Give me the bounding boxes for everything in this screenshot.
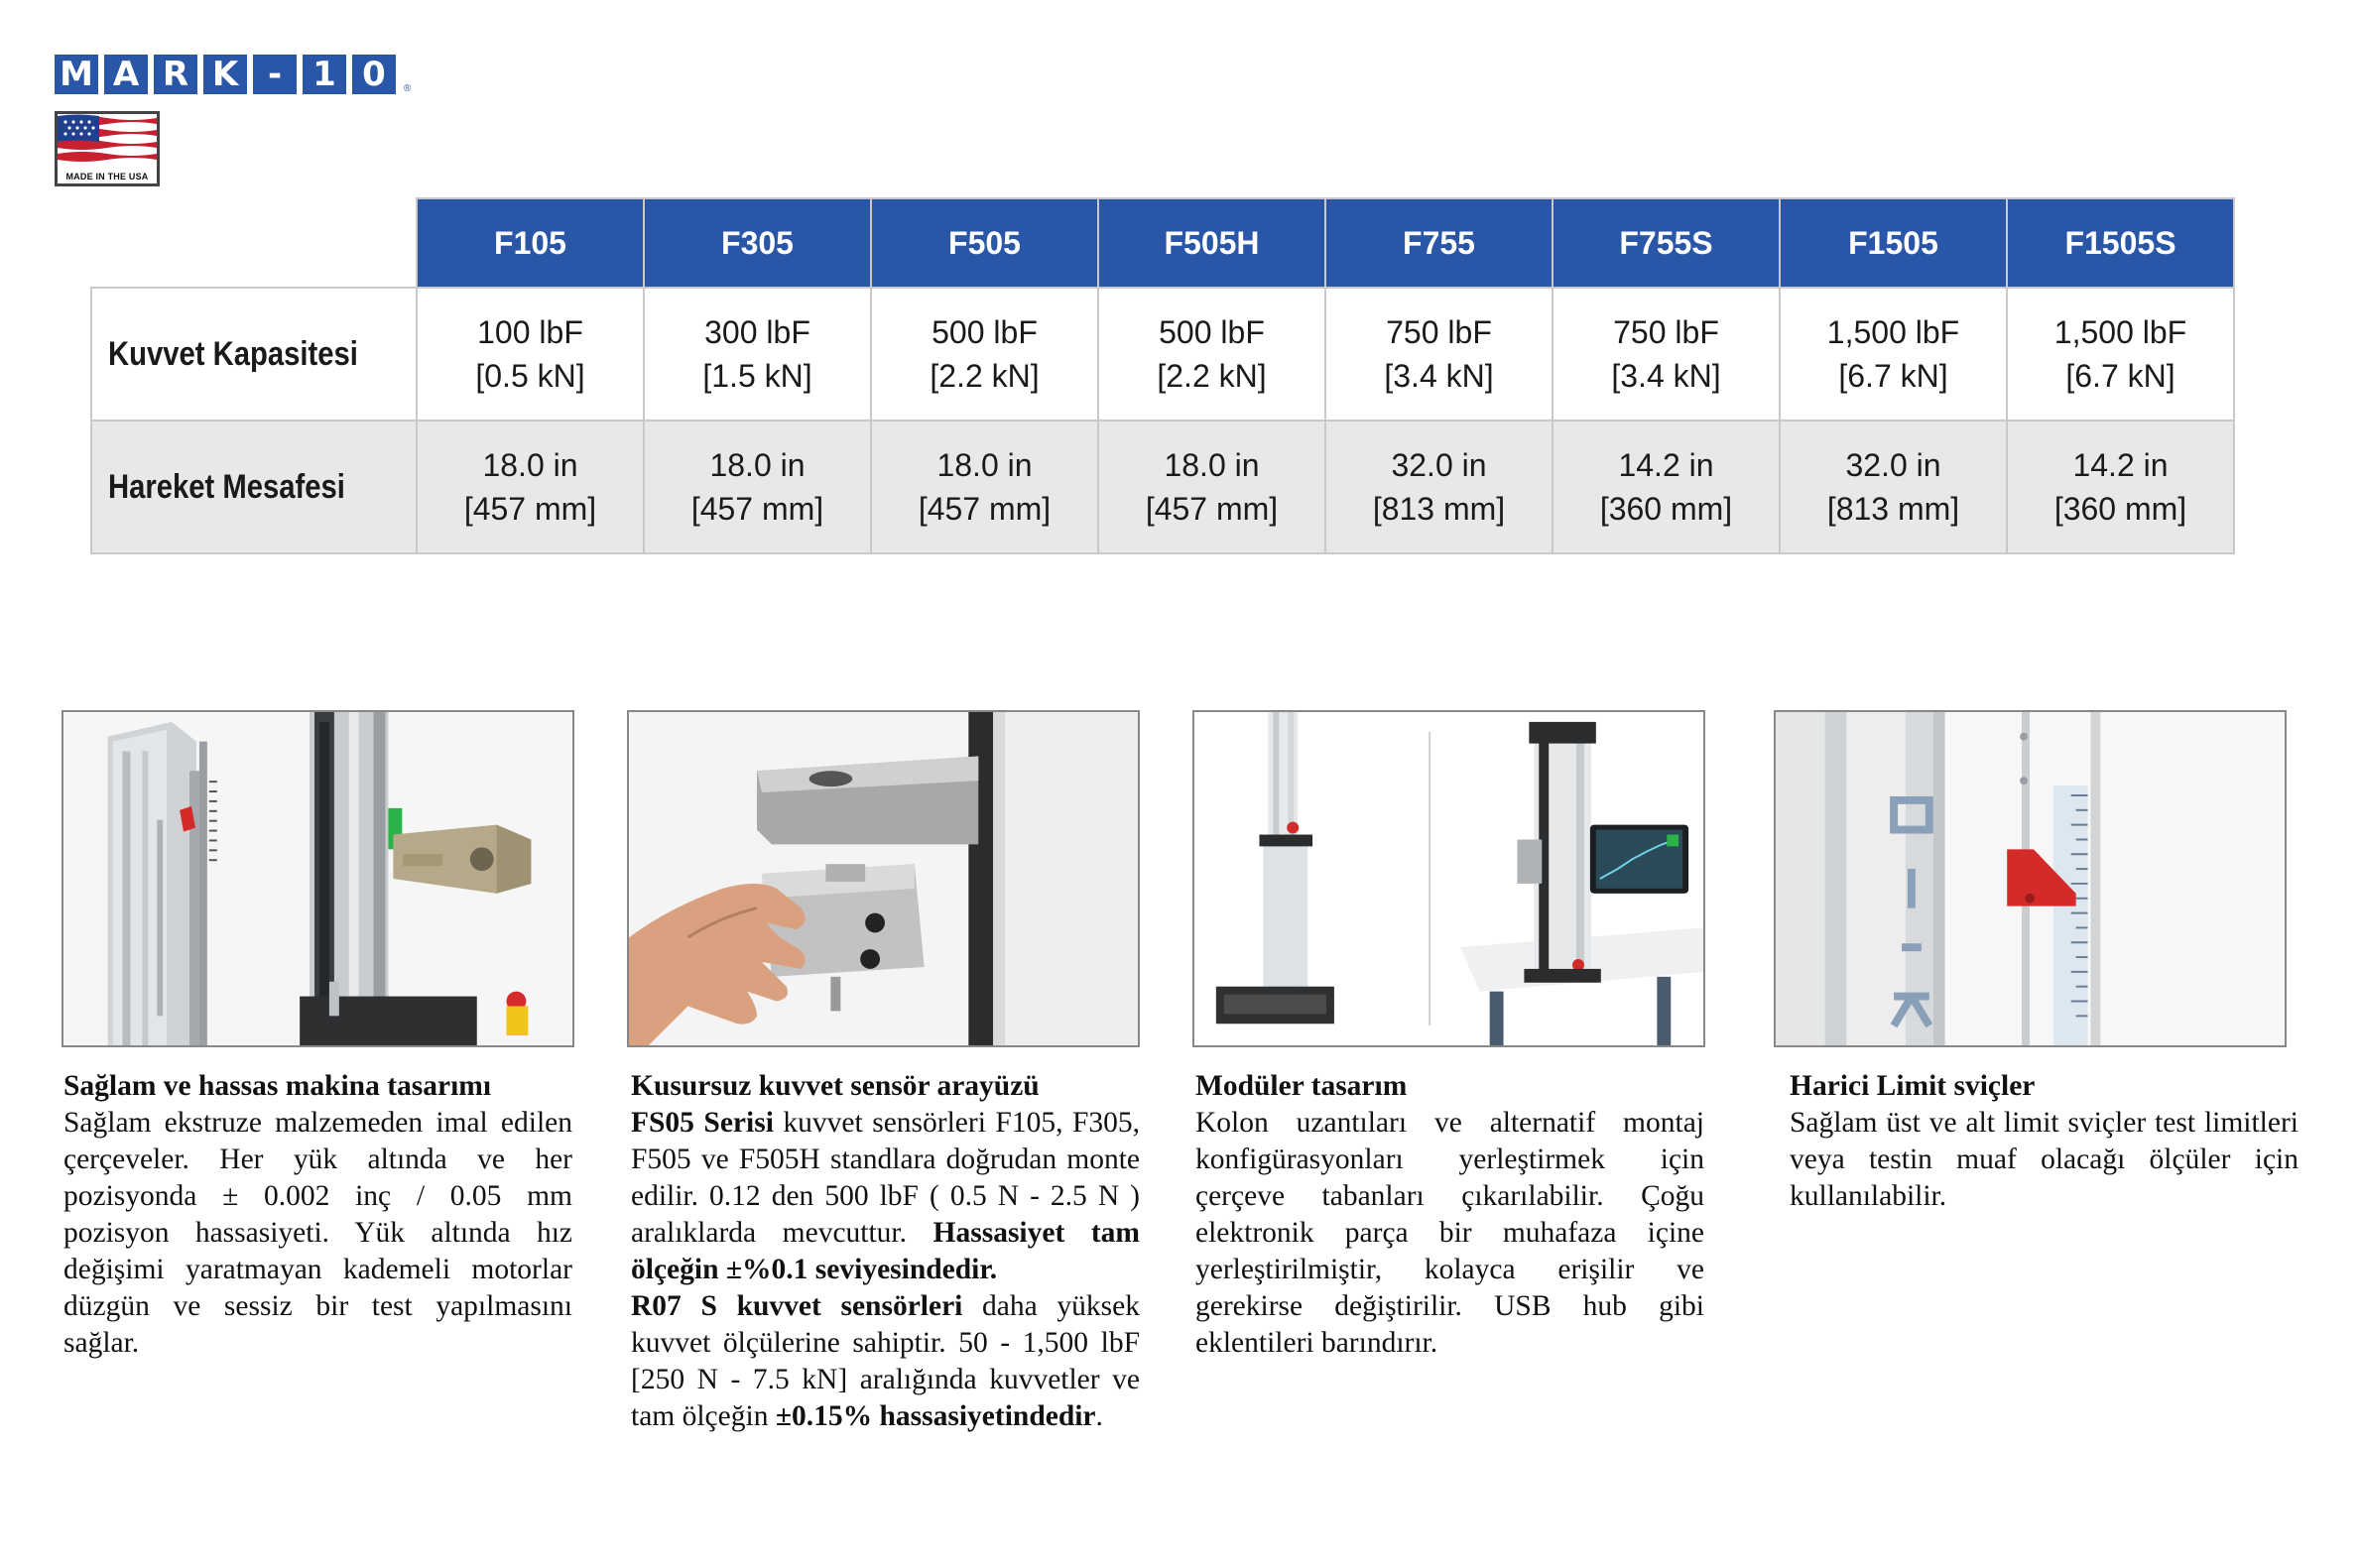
table-cell [871,421,1098,553]
feature-body: Sağlam ekstruze malzemeden imal edilen çerçeveler. Her yük altında ve her pozisyonda ± 0.002 inç / 0.05 mm pozisyon hassasiyeti. Yük altında hız değişimi yaratmayan kademeli motorlar düzgün ve sessiz bir test yapılmasını sağlar. [63,1107,572,1359]
model-header: F1505 [1780,198,2007,288]
cell-primary: 750 lbF [1613,314,1719,350]
table-cell [417,421,644,553]
cell-primary: 1,500 lbF [2053,314,2187,350]
cell-primary: 14.2 in [2072,447,2169,483]
feature-title: Modüler tasarım [1195,1070,1408,1102]
mark10-logo [55,55,411,94]
machine-cutaway-image [62,710,574,1047]
cell-primary: 18.0 in [1164,447,1260,483]
feature-body: Sağlam üst ve alt limit sviçler test limitleri veya testin muaf olacağı ölçüler için kullanılabilir. [1790,1107,2299,1212]
table-header-row [91,198,2234,288]
table-cell [1553,288,1780,421]
feature-text-1 [63,1068,572,1362]
row-label [91,288,417,421]
row-label-text: Hareket Mesafesi [108,468,345,506]
feature-body: kuvvet sensörleri F105, F305, F505 ve F505H standlara doğrudan monte edilir. 0.12 den 500 lbF ( 0.5 N - 2.5 N ) aralıklarda mevcuttur. [631,1107,1140,1249]
cell-primary: 1,500 lbF [1826,314,1960,350]
cell-primary: 100 lbF [477,314,583,350]
force-sensor-hand-image [627,710,1140,1047]
table-cell [2007,421,2234,553]
feature-title: Sağlam ve hassas makina tasarımı [63,1070,492,1102]
model-header: F305 [644,198,871,288]
feature-bold: FS05 Serisi [631,1107,774,1139]
feature-text-4 [1790,1068,2299,1215]
cell-secondary: [457 mm] [690,491,824,527]
cell-primary: 18.0 in [482,447,578,483]
feature-bold: ±0.15% hassasiyetindedir [775,1400,1096,1432]
model-header: F1505S [2007,198,2234,288]
feature-text-2 [631,1068,1140,1435]
cell-secondary: [813 mm] [1826,491,1960,527]
model-header: F505H [1098,198,1325,288]
cell-primary: 32.0 in [1845,447,1941,483]
table-cell [1780,288,2007,421]
table-cell [1553,421,1780,553]
cell-primary: 32.0 in [1391,447,1487,483]
flag-caption: MADE IN THE USA [65,172,149,181]
feature-text-3 [1195,1068,1704,1362]
logo-letter: - [253,55,297,94]
cell-secondary: [2.2 kN] [1157,358,1267,394]
feature-title: Harici Limit sviçler [1790,1070,2036,1102]
table-cell [1098,421,1325,553]
table-cell [1780,421,2007,553]
header-blank-cell [91,198,417,288]
feature-body: Kolon uzantıları ve alternatif montaj konfigürasyonları yerleştirmek için çerçeve tabanları çıkarılabilir. Çoğu elektronik parça bir muhafaza içine yerleştirilmiştir, kolayca erişilir ve gerekirse değiştirilir. USB hub gibi eklentileri barındırır. [1195,1107,1704,1359]
logo-letter: 0 [352,55,396,94]
cell-secondary: [360 mm] [2053,491,2187,527]
model-header: F105 [417,198,644,288]
cell-primary: 300 lbF [704,314,810,350]
cell-secondary: [6.7 kN] [2065,358,2175,394]
cell-primary: 750 lbF [1386,314,1492,350]
registered-mark: ® [404,83,412,94]
feature-bold: Hassasiyet tam ölçeğin ±%0.1 seviyesindedir. [631,1217,1140,1285]
table-cell [871,288,1098,421]
logo-letter: M [55,55,98,94]
cell-secondary: [1.5 kN] [702,358,812,394]
modular-stand-image [1192,710,1705,1047]
feature-body: . [1095,1400,1103,1432]
model-header: F755 [1325,198,1553,288]
model-header: F505 [871,198,1098,288]
feature-bold: R07 S kuvvet sensörleri [631,1290,963,1322]
cell-secondary: [2.2 kN] [930,358,1040,394]
table-cell [644,421,871,553]
cell-secondary: [457 mm] [463,491,597,527]
cell-secondary: [3.4 kN] [1384,358,1494,394]
cell-secondary: [813 mm] [1372,491,1506,527]
row-label-text: Kuvvet Kapasitesi [108,335,358,373]
table-cell [1098,288,1325,421]
table-cell [1325,421,1553,553]
cell-secondary: [457 mm] [1145,491,1279,527]
cell-primary: 500 lbF [1159,314,1265,350]
logo-letter: R [154,55,197,94]
cell-secondary: [0.5 kN] [475,358,585,394]
us-flag-icon [58,114,157,170]
logo-letter: A [104,55,148,94]
spec-table [90,197,2235,554]
cell-primary: 500 lbF [932,314,1038,350]
cell-primary: 18.0 in [709,447,806,483]
table-cell [2007,288,2234,421]
table-cell [1325,288,1553,421]
table-row [91,288,2234,421]
made-in-usa-badge [55,111,160,186]
feature-title: Kusursuz kuvvet sensör arayüzü [631,1070,1040,1102]
table-cell [417,288,644,421]
cell-secondary: [360 mm] [1599,491,1733,527]
cell-secondary: [6.7 kN] [1838,358,1948,394]
logo-letter: K [203,55,247,94]
table-cell [644,288,871,421]
cell-primary: 14.2 in [1618,447,1714,483]
cell-secondary: [3.4 kN] [1611,358,1721,394]
cell-secondary: [457 mm] [918,491,1052,527]
logo-letter: 1 [303,55,346,94]
feature-body: daha yüksek kuvvet ölçülerine sahiptir. 50 - 1,500 lbF [250 N - 7.5 kN] aralığında kuvvetler ve tam ölçeğin [631,1290,1140,1432]
cell-primary: 18.0 in [936,447,1033,483]
model-header: F755S [1553,198,1780,288]
limit-switch-closeup-image [1774,710,2287,1047]
table-row [91,421,2234,553]
row-label [91,421,417,553]
